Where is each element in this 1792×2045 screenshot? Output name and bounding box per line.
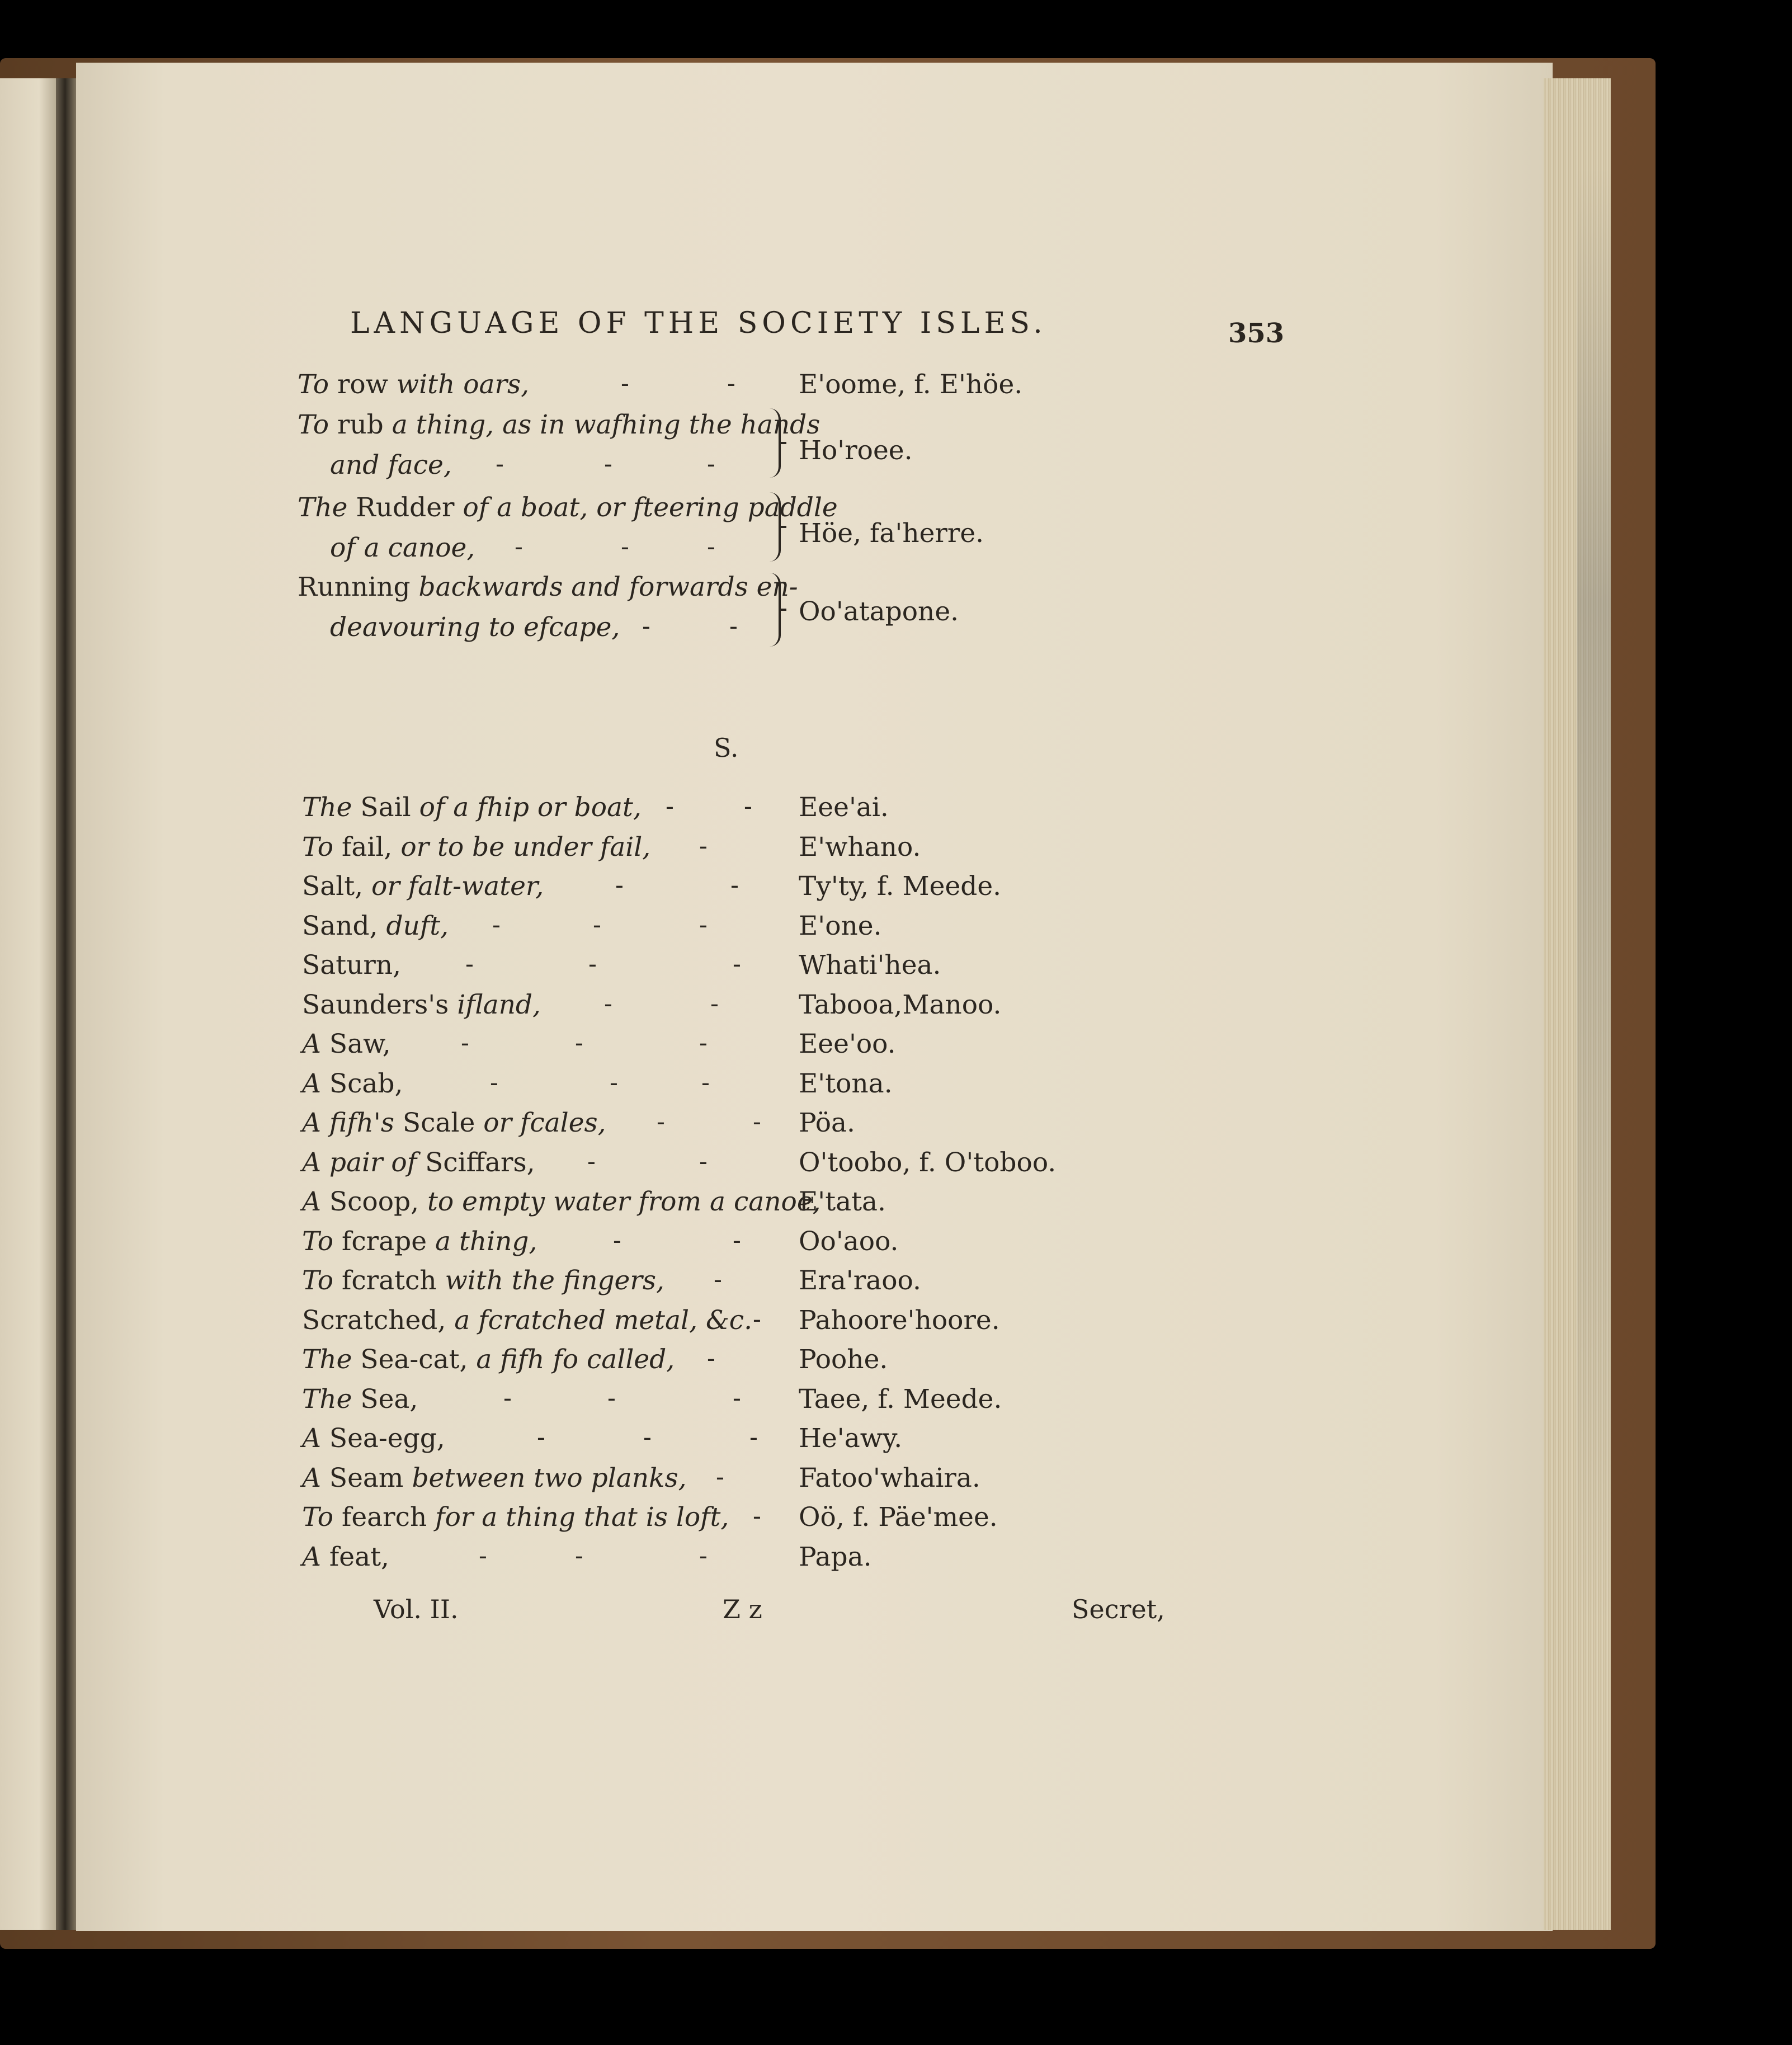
entry-gloss: a thing, [435, 1226, 537, 1257]
entry-native: Ty'ty, f. Meede. [799, 871, 1002, 902]
leader-dash: - [465, 950, 474, 978]
entry-gloss: ifland, [457, 989, 541, 1020]
entry-gloss: of a fhip or boat, [419, 792, 642, 823]
entry-headword: fail, [333, 832, 401, 863]
entry-native: Oo'aoo. [799, 1226, 899, 1257]
leader-dash: - [604, 989, 612, 1018]
entry-rub-continuation: and face, [330, 450, 452, 480]
leader-dash: - [707, 533, 715, 561]
entry-prefix: A [302, 1029, 321, 1059]
entry-prefix: A pair of [302, 1147, 417, 1178]
entry-headword: Saturn, [302, 950, 402, 981]
entry-english [302, 1544, 389, 1570]
entry-prefix: A [302, 1186, 321, 1217]
entry-headword: Saunders's [302, 989, 458, 1020]
leader-dash: - [707, 1344, 715, 1373]
leader-dash: - [575, 1029, 583, 1057]
running-header: LANGUAGE OF THE SOCIETY ISLES. [350, 307, 1047, 340]
leader-dash: - [699, 1542, 708, 1570]
entry-english [302, 1228, 537, 1255]
entry-prefix: A [302, 1542, 321, 1572]
entry-gloss: to empty water from a canoe, [427, 1186, 821, 1217]
entry-headword: Salt, [302, 871, 372, 902]
entry-english [302, 1384, 418, 1415]
entry-english [302, 1307, 752, 1334]
entry-english [302, 794, 642, 821]
catchword: Secret, [1072, 1594, 1165, 1624]
entry-english [302, 1425, 445, 1452]
leader-dash: - [729, 612, 738, 640]
leader-dash: - [710, 989, 719, 1018]
brace-tip [779, 609, 786, 611]
leader-dash: - [699, 1029, 708, 1057]
entry-gloss: a fcratched metal, &c. [454, 1305, 753, 1336]
entry-headword: Scratched, [302, 1305, 455, 1336]
entry-native: E'whano. [799, 832, 921, 863]
leader-dash: - [744, 792, 752, 821]
entry-headword: fearch [333, 1502, 436, 1533]
entry-native: Whati'hea. [799, 950, 941, 981]
entry-native: E'one. [799, 911, 882, 941]
entry-english [302, 1149, 535, 1176]
entry-english [302, 913, 449, 939]
entry-english [302, 950, 402, 981]
entry-prefix: The [298, 492, 348, 523]
entry-native: Pöa. [799, 1108, 855, 1138]
brace-tip [779, 526, 786, 528]
entry-headword: Scale [394, 1108, 484, 1138]
leader-dash: - [575, 1542, 583, 1570]
leader-dash: - [496, 450, 504, 478]
entry-native: Oö, f. Päe'mee. [799, 1502, 998, 1533]
gathering-signature: Z z [723, 1594, 762, 1624]
entry-prefix: To [298, 409, 329, 440]
entry-gloss: or fcales, [483, 1108, 606, 1138]
leader-dash: - [707, 450, 715, 478]
leader-dash: - [716, 1463, 724, 1491]
leader-dash: - [607, 1384, 616, 1412]
leader-dash: - [642, 612, 650, 640]
leader-dash: - [537, 1423, 545, 1452]
entry-english [302, 1186, 821, 1217]
entry-headword: Sciffars, [417, 1147, 535, 1178]
entry-rub-english [298, 409, 820, 440]
entry-headword: Saw, [320, 1029, 391, 1059]
entry-headword: Sea, [352, 1384, 418, 1415]
entry-native: E'tona. [799, 1068, 893, 1099]
leader-dash: - [492, 911, 501, 939]
entry-native: O'toobo, f. O'toboo. [799, 1147, 1057, 1178]
entry-english [302, 989, 541, 1020]
leader-dash: - [666, 792, 674, 821]
entry-running-continuation: deavouring to efcape, [330, 612, 620, 643]
entry-headword: fcrape [333, 1226, 435, 1257]
leader-dash: - [730, 871, 739, 899]
leader-dash: - [701, 1068, 710, 1097]
book-gutter [56, 78, 76, 1930]
entry-prefix: A [302, 1423, 321, 1454]
entry-prefix: To [302, 1502, 333, 1533]
leader-dash: - [733, 950, 741, 978]
leader-dash: - [753, 1108, 761, 1136]
leader-dash: - [503, 1384, 512, 1412]
leader-dash: - [593, 911, 601, 939]
entry-headword: rub [329, 409, 392, 440]
entry-prefix: To [302, 1226, 333, 1257]
entry-headword: feat, [320, 1542, 389, 1572]
entry-headword: fcratch [333, 1265, 445, 1296]
entry-headword: Sea-egg, [320, 1423, 445, 1454]
entry-native: Poohe. [799, 1344, 888, 1375]
entry-prefix: To [302, 832, 333, 863]
leader-dash: - [733, 1226, 741, 1255]
entry-rudder-continuation: of a canoe, [330, 533, 475, 563]
entry-english [302, 1502, 729, 1533]
entry-native: E'tata. [799, 1186, 886, 1217]
entry-headword: Seam [320, 1463, 412, 1493]
entry-english [302, 832, 651, 863]
leader-dash: - [588, 950, 597, 978]
leader-dash: - [604, 450, 612, 478]
leader-dash: - [657, 1108, 665, 1136]
leader-dash: - [733, 1384, 741, 1412]
entry-prefix: The [302, 1344, 352, 1375]
entry-headword: Scoop, [320, 1186, 427, 1217]
entry-running-native: Oo'atapone. [799, 596, 959, 627]
leader-dash: - [610, 1068, 618, 1097]
leader-dash: - [699, 911, 708, 939]
leader-dash: - [587, 1147, 596, 1176]
leader-dash: - [479, 1542, 487, 1570]
entry-gloss: backwards and forwards en- [418, 572, 798, 602]
entry-native: Era'raoo. [799, 1265, 921, 1296]
entry-english [302, 1110, 606, 1136]
entry-gloss: duft, [386, 911, 449, 941]
leader-dash: - [643, 1423, 652, 1452]
entry-prefix: A fifh's [302, 1108, 394, 1138]
leader-dash: - [515, 533, 523, 561]
entry-prefix: To [298, 369, 329, 400]
leader-dash: - [621, 369, 629, 398]
entry-row-english [298, 371, 529, 398]
entry-native: Fatoo'whaira. [799, 1463, 980, 1493]
section-heading: S. [714, 733, 739, 763]
edge-stain [1577, 168, 1611, 1622]
page-number: 353 [1228, 318, 1285, 349]
entry-running-english [298, 574, 798, 600]
leader-dash: - [727, 369, 735, 398]
entry-headword: Running [298, 572, 419, 602]
leader-dash: - [613, 1226, 621, 1255]
entry-native: Eee'oo. [799, 1029, 896, 1059]
entry-english [302, 1267, 664, 1294]
entry-native: Pahoore'hoore. [799, 1305, 1000, 1336]
entry-native: Taee, f. Meede. [799, 1384, 1002, 1415]
entry-rudder-english [298, 494, 838, 521]
entry-prefix: The [302, 792, 352, 823]
entry-native: Tabooa,Manoo. [799, 989, 1002, 1020]
leader-dash: - [461, 1029, 469, 1057]
leader-dash: - [753, 1502, 761, 1530]
leader-dash: - [753, 1305, 761, 1334]
entry-native: He'awy. [799, 1423, 903, 1454]
entry-prefix: A [302, 1463, 321, 1493]
entry-gloss: or falt-water, [371, 871, 544, 902]
entry-gloss: of a boat, or fteering paddle [463, 492, 838, 523]
entry-gloss: with oars, [396, 369, 530, 400]
entry-gloss: a thing, as in wafhing the hands [392, 409, 820, 440]
entry-gloss: between two planks, [412, 1463, 687, 1493]
entry-native: Eee'ai. [799, 792, 889, 823]
entry-row-native: E'oome, f. E'höe. [799, 369, 1023, 400]
entry-headword: Scab, [320, 1068, 403, 1099]
entry-gloss: or to be under fail, [400, 832, 651, 863]
entry-headword: Sail [352, 792, 419, 823]
entry-english [302, 1031, 391, 1057]
entry-headword: Rudder [347, 492, 463, 523]
leader-dash: - [621, 533, 629, 561]
entry-english [302, 1068, 403, 1099]
entry-native: Papa. [799, 1542, 872, 1572]
leader-dash: - [615, 871, 624, 899]
entry-rub-native: Ho'roee. [799, 435, 913, 466]
entry-headword: Sand, [302, 911, 386, 941]
leader-dash: - [699, 832, 708, 860]
entry-rudder-native: Höe, fa'herre. [799, 518, 984, 549]
brace-tip [779, 442, 786, 444]
volume-signature: Vol. II. [374, 1594, 459, 1624]
entry-prefix: A [302, 1068, 321, 1099]
entry-english [302, 871, 544, 902]
entry-prefix: To [302, 1265, 333, 1296]
entry-prefix: The [302, 1384, 352, 1415]
leader-dash: - [749, 1423, 758, 1452]
left-page-edge [0, 78, 56, 1930]
entry-english [302, 1346, 675, 1373]
leader-dash: - [490, 1068, 498, 1097]
entry-headword: row [329, 369, 397, 400]
entry-gloss: for a thing that is loft, [435, 1502, 729, 1533]
leader-dash: - [714, 1265, 722, 1294]
entry-gloss: with the fingers, [445, 1265, 664, 1296]
leader-dash: - [699, 1147, 708, 1176]
entry-headword: Sea-cat, [352, 1344, 477, 1375]
entry-english [302, 1465, 687, 1491]
entry-gloss: a fifh fo called, [476, 1344, 675, 1375]
